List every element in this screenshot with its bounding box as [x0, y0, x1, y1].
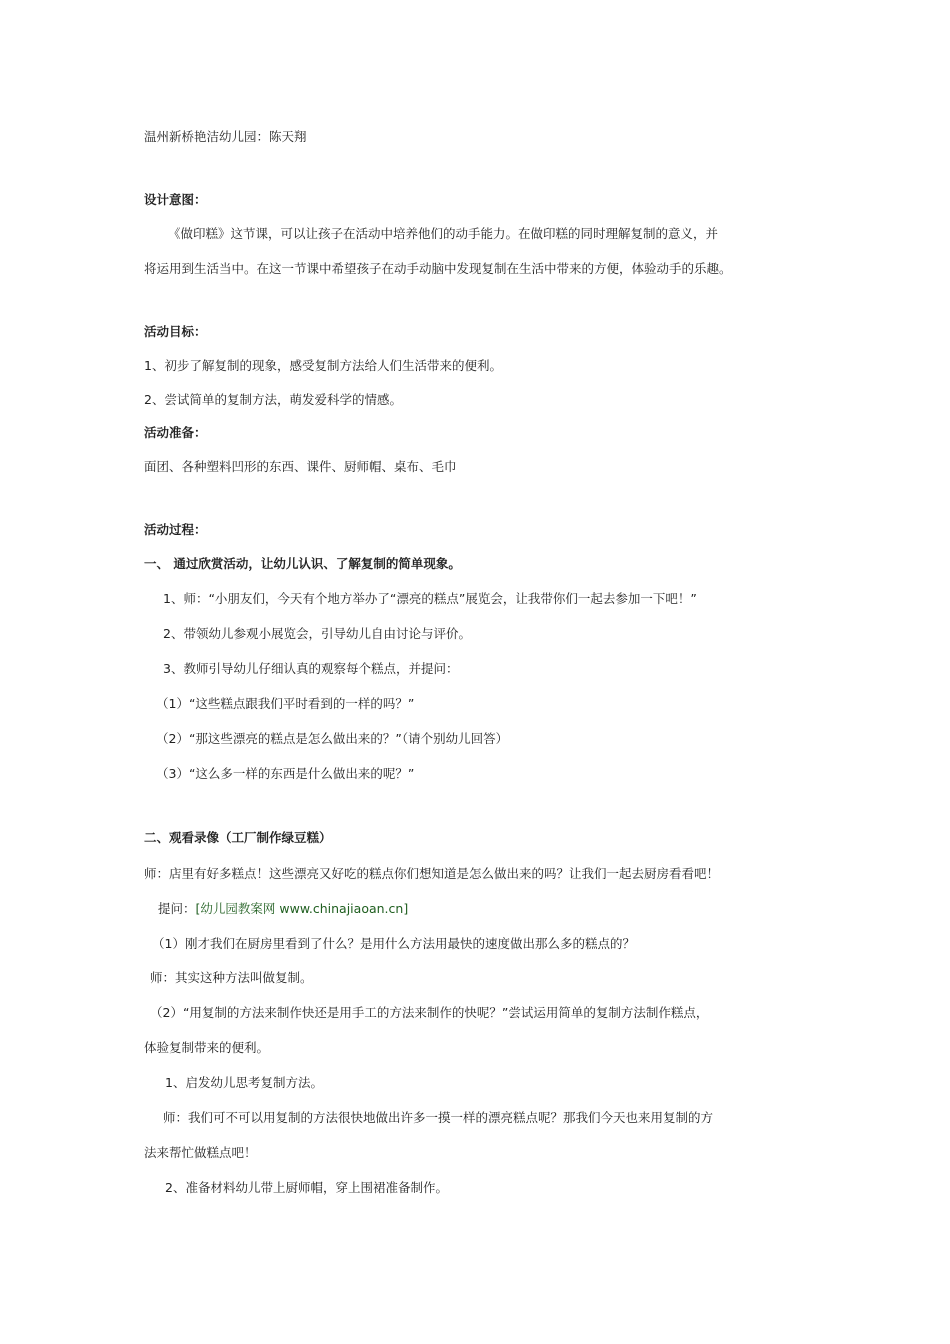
part2-teacher-1: 师：店里有好多糕点！这些漂亮又好吃的糕点你们想知道是怎么做出来的吗？让我们一起去厨房看看吧！ [144, 866, 720, 881]
part2-question-2-line1: （2）“用复制的方法来制作快还是用手工的方法来制作的快呢？”尝试运用简单的复制方法制作糕点， [150, 1005, 709, 1020]
part2-title: 二、观看录像（工厂制作绿豆糕） [144, 830, 332, 845]
part2-step-2: 2、准备材料幼儿带上厨师帽，穿上围裙准备制作。 [165, 1180, 448, 1195]
part2-teacher-2: 师：其实这种方法叫做复制。 [150, 970, 313, 985]
part1-title: 一、 通过欣赏活动，让幼儿认识、了解复制的简单现象。 [144, 556, 461, 571]
part2-question-2-line2: 体验复制带来的便利。 [144, 1040, 270, 1055]
design-paragraph-line2: 将运用到生活当中。在这一节课中希望孩子在动手动脑中发现复制在生活中带来的方便，体验动手的乐趣。 [144, 261, 732, 276]
part1-step-2: 2、带领幼儿参观小展览会，引导幼儿自由讨论与评价。 [163, 626, 471, 641]
part1-question-2: （2）“那这些漂亮的糕点是怎么做出来的？”（请个别幼儿回答） [156, 731, 509, 746]
source-link[interactable]: [幼儿园教案网 www.chinajiaoan.cn] [195, 901, 409, 916]
design-heading: 设计意图： [144, 192, 207, 207]
part1-question-3: （3）“这么多一样的东西是什么做出来的呢？” [156, 766, 415, 781]
prep-heading: 活动准备： [144, 425, 207, 440]
prep-text: 面团、各种塑料凹形的东西、课件、厨师帽、桌布、毛巾 [144, 459, 457, 474]
part1-step-3: 3、教师引导幼儿仔细认真的观察每个糕点，并提问： [163, 661, 459, 676]
goal-item-2: 2、尝试简单的复制方法，萌发爱科学的情感。 [144, 392, 402, 407]
goals-heading: 活动目标： [144, 324, 207, 339]
goal-item-1: 1、初步了解复制的现象，感受复制方法给人们生活带来的便利。 [144, 358, 502, 373]
design-paragraph-line1: 《做印糕》这节课，可以让孩子在活动中培养他们的动手能力。在做印糕的同时理解复制的意义，并 [168, 226, 719, 241]
process-heading: 活动过程： [144, 522, 207, 537]
ask-prefix: 提问： [158, 901, 196, 916]
author-line: 温州新桥艳洁幼儿园：陈天翔 [144, 129, 307, 144]
part2-ask-line [158, 901, 408, 917]
part1-question-1: （1）“这些糕点跟我们平时看到的一样的吗？” [156, 696, 415, 711]
part2-teacher-3-line1: 师：我们可不可以用复制的方法很快地做出许多一摸一样的漂亮糕点呢？那我们今天也来用复制的方 [163, 1110, 714, 1125]
part2-teacher-3-line2: 法来帮忙做糕点吧！ [144, 1145, 257, 1160]
part2-step-1: 1、启发幼儿思考复制方法。 [165, 1075, 323, 1090]
part1-step-1: 1、师：“小朋友们，今天有个地方举办了“漂亮的糕点”展览会，让我带你们一起去参加一下吧！” [163, 591, 697, 606]
part2-question-1: （1）刚才我们在厨房里看到了什么？是用什么方法用最快的速度做出那么多的糕点的？ [152, 936, 635, 951]
